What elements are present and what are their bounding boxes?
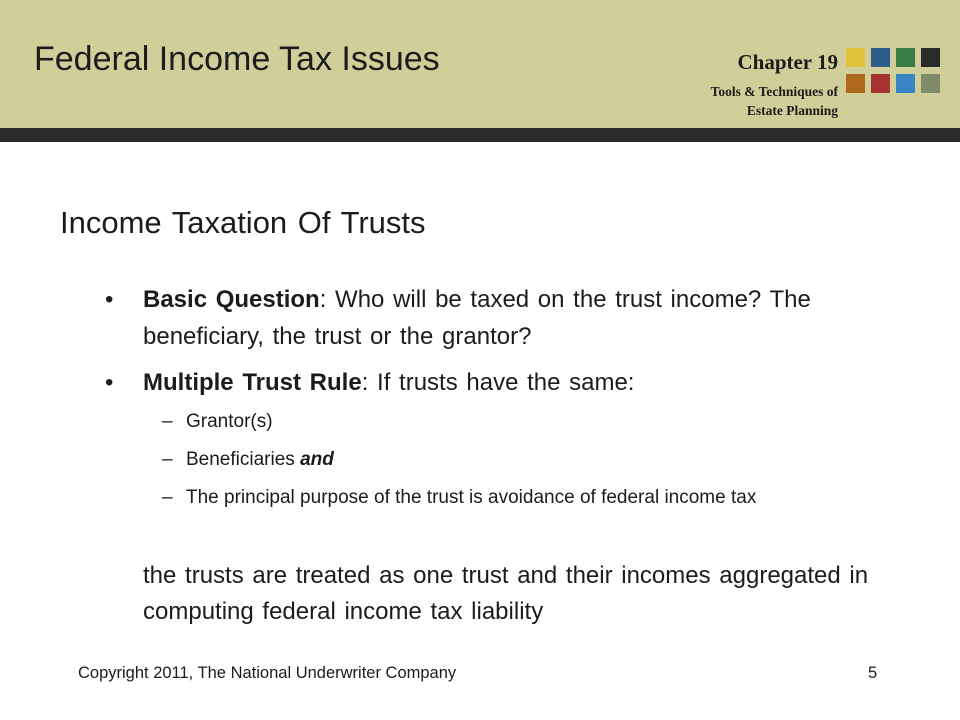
slide-title: Income Taxation Of Trusts [60, 205, 426, 240]
subbullet-beneficiaries [162, 447, 886, 473]
chapter-label: Chapter 19 [737, 50, 838, 74]
bullet-multiple-trust-rule [105, 364, 883, 401]
subbullet-grantors [162, 409, 886, 435]
bullet-bold-term: Multiple Trust Rule [143, 369, 362, 396]
subbullet-text: The principal purpose of the trust is avoidance of federal income tax [186, 487, 757, 508]
subbullet-text: Beneficiaries [186, 449, 301, 470]
conclusion-text: the trusts are treated as one trust and their incomes aggregated in computing federal income tax liability [143, 562, 869, 625]
dash-marker: – [162, 411, 173, 432]
chapter-subtitle-line1: Tools & Techniques of [710, 84, 838, 99]
bullet-marker: • [105, 286, 114, 313]
subbullet-text: Grantor(s) [186, 411, 273, 432]
subbullet-principal-purpose [162, 485, 886, 511]
chapter-subtitle-line2: Estate Planning [746, 103, 838, 118]
dash-marker: – [162, 449, 173, 470]
bullet-bold-term: Basic Question [143, 286, 320, 313]
subbullet-emphasis: and [300, 449, 334, 470]
presentation-title: Federal Income Tax Issues [34, 40, 440, 78]
bullet-text: : If trusts have the same: [361, 369, 635, 396]
copyright-footer: Copyright 2011, The National Underwriter Company [78, 664, 457, 682]
bullet-basic-question [105, 281, 883, 355]
bullet-text: : Who will be taxed on the trust income? The beneficiary, the trust or the grantor? [143, 286, 811, 350]
page-number: 5 [868, 664, 878, 682]
bullet-marker: • [105, 369, 114, 396]
dash-marker: – [162, 487, 173, 508]
